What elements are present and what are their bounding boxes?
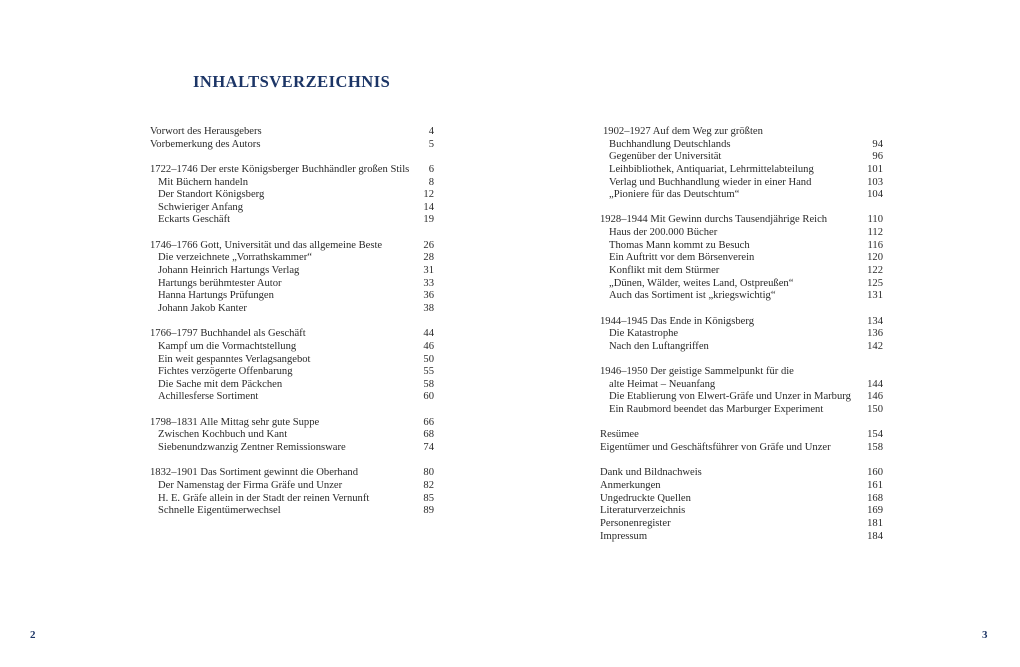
toc-subentry [150, 177, 434, 190]
toc-entry-title: Ein weit gespanntes Verlagsangebot [158, 353, 311, 365]
toc-entry-title: 1928–1944 Mit Gewinn durchs Tausendjährige Reich [600, 214, 828, 226]
toc-entry [150, 240, 434, 253]
toc-entry-title: „Dünen, Wälder, weites Land, Ostpreußen“ [609, 277, 794, 289]
toc-entry-title: Eigentümer und Geschäftsführer von Gräfe und Unzer [600, 442, 831, 454]
toc-entry-page: 46 [423, 340, 434, 352]
toc-entry-title: Ein Raubmord beendet das Marburger Experiment [609, 404, 824, 416]
toc-entry-page: 19 [423, 214, 434, 226]
toc-entry-page: 55 [423, 366, 434, 378]
toc-entry-title: 1746–1766 Gott, Universität und das allgemeine Beste [150, 239, 383, 251]
toc-entry-page: 94 [872, 138, 883, 150]
toc-entry-title: Leihbibliothek, Antiquariat, Lehrmittelabteilung [609, 163, 814, 175]
toc-entry-title: Zwischen Kochbuch und Kant [158, 429, 288, 441]
toc-entry-title: „Pioniere für das Deutschtum“ [609, 189, 740, 201]
toc-entry [150, 467, 434, 480]
toc-entry-page: 110 [867, 214, 883, 226]
toc-subentry [150, 442, 434, 455]
toc-entry-page: 184 [867, 530, 883, 542]
toc-subentry [150, 379, 434, 392]
toc-entry-title: Dank und Bildnachweis [600, 467, 702, 479]
toc-entry-page: 66 [423, 416, 434, 428]
toc-entry-title: Schnelle Eigentümerwechsel [158, 505, 281, 517]
toc-entry-page: 131 [867, 290, 883, 302]
toc-entry-page: 26 [423, 239, 434, 251]
toc-entry-title: alte Heimat – Neuanfang [609, 378, 716, 390]
toc-entry-title: Kampf um die Vormachtstellung [158, 340, 297, 352]
toc-entry-title: Die Sache mit dem Päckchen [158, 378, 283, 390]
toc-entry-page: 44 [423, 328, 434, 340]
toc-entry [150, 328, 434, 341]
toc-entry-page: 89 [423, 505, 434, 517]
toc-entry-title: Der Namenstag der Firma Gräfe und Unzer [158, 479, 343, 491]
toc-entry [600, 126, 883, 139]
toc-entry [600, 316, 883, 329]
toc-entry-page: 58 [423, 378, 434, 390]
toc-entry-title: Konflikt mit dem Stürmer [609, 265, 720, 277]
toc-entry [150, 164, 434, 177]
toc-entry-page: 125 [867, 277, 883, 289]
toc-subentry [150, 366, 434, 379]
toc-subentry [150, 265, 434, 278]
toc-entry-page: 150 [867, 404, 883, 416]
toc-subentry [600, 240, 883, 253]
toc-entry-title: Personenregister [600, 517, 671, 529]
toc-entry [150, 126, 434, 139]
toc-entry-title: Nach den Luftangriffen [609, 340, 709, 352]
toc-entry-page: 112 [867, 227, 883, 239]
toc-entry-title: 1722–1746 Der erste Königsberger Buchhändler großen Stils [150, 163, 410, 175]
toc-entry-page: 33 [423, 277, 434, 289]
toc-entry-title: Hanna Hartungs Prüfungen [158, 290, 274, 302]
toc-entry-page: 85 [423, 492, 434, 504]
toc-entry-page: 31 [423, 265, 434, 277]
toc-entry-title: Eckarts Geschäft [158, 214, 231, 226]
toc-entry-page: 169 [867, 505, 883, 517]
page-number-left: 2 [30, 629, 36, 641]
toc-subentry [600, 164, 883, 177]
toc-subentry [600, 189, 883, 202]
toc-subentry [600, 177, 883, 190]
toc-right-column [600, 126, 883, 543]
toc-left-column [150, 126, 434, 518]
toc-entry-page: 4 [428, 126, 434, 137]
toc-entry-title: Literaturverzeichnis [600, 505, 686, 517]
toc-entry-title: Haus der 200.000 Bücher [609, 227, 718, 239]
toc-entry-title: Achillesferse Sortiment [158, 391, 259, 403]
toc-entry-page: 134 [867, 315, 883, 327]
toc-entry-title: Vorbemerkung des Autors [150, 138, 261, 150]
toc-entry-page: 104 [867, 189, 883, 201]
toc-entry-page: 12 [423, 189, 434, 201]
toc-entry-title: Johann Jakob Kanter [158, 302, 247, 314]
toc-subentry [600, 341, 883, 354]
toc-subentry [150, 341, 434, 354]
toc-entry-title: Verlag und Buchhandlung wieder in einer Hand [609, 176, 812, 188]
toc-entry-title: Gegenüber der Universität [609, 151, 722, 163]
toc-subentry [600, 151, 883, 164]
toc-subentry [600, 328, 883, 341]
toc-subentry [600, 391, 883, 404]
toc-entry-page: 161 [867, 479, 883, 491]
toc-entry [600, 214, 883, 227]
toc-entry-page: 36 [423, 290, 434, 302]
toc-subentry [150, 505, 434, 518]
toc-entry-title: Auch das Sortiment ist „kriegswichtig“ [609, 290, 776, 302]
toc-entry-page: 8 [428, 176, 434, 188]
toc-subentry [150, 189, 434, 202]
toc-subentry [150, 391, 434, 404]
toc-entry [600, 505, 883, 518]
toc-entry [150, 139, 434, 152]
toc-entry-page: 6 [428, 163, 434, 175]
toc-entry [600, 442, 883, 455]
toc-entry-title: 1946–1950 Der geistige Sammelpunkt für die [600, 366, 794, 378]
toc-entry-title: 1944–1945 Das Ende in Königsberg [600, 315, 754, 327]
page-number-right: 3 [982, 629, 988, 641]
toc-entry-page: 14 [423, 201, 434, 213]
toc-subentry [600, 290, 883, 303]
toc-entry-page: 28 [423, 252, 434, 264]
toc-subentry [150, 303, 434, 316]
toc-entry-title: H. E. Gräfe allein in der Stadt der reinen Vernunft [158, 492, 370, 504]
toc-subentry [150, 493, 434, 506]
toc-entry-title: Mit Büchern handeln [158, 176, 249, 188]
toc-subentry [150, 202, 434, 215]
toc-entry-page: 50 [423, 353, 434, 365]
toc-entry-page: 136 [867, 328, 883, 340]
toc-entry-page: 80 [423, 467, 434, 479]
toc-entry-page: 122 [867, 265, 883, 277]
toc-entry-page: 158 [867, 442, 883, 454]
toc-entry-title: Thomas Mann kommt zu Besuch [609, 239, 750, 251]
toc-subentry [150, 290, 434, 303]
toc-subentry [150, 252, 434, 265]
toc-entry [600, 493, 883, 506]
toc-entry-title: Hartungs berühmtester Autor [158, 277, 282, 289]
toc-entry-page: 116 [867, 239, 883, 251]
toc-entry [600, 366, 883, 379]
toc-entry [600, 467, 883, 480]
toc-entry [150, 417, 434, 430]
toc-entry-page: 168 [867, 492, 883, 504]
toc-subentry [150, 480, 434, 493]
toc-entry-title: Ungedruckte Quellen [600, 492, 691, 504]
toc-entry-page: 5 [428, 138, 434, 150]
toc-entry-title: Die Etablierung von Elwert-Gräfe und Unzer in Marburg [609, 391, 851, 403]
toc-subentry [600, 379, 883, 392]
toc-subentry [600, 252, 883, 265]
toc-entry-title: Johann Heinrich Hartungs Verlag [158, 265, 300, 277]
toc-subentry [600, 227, 883, 240]
toc-entry-title: Die verzeichnete „Vorrathskammer“ [158, 252, 312, 264]
toc-entry-page: 74 [423, 442, 434, 454]
toc-entry [600, 518, 883, 531]
toc-entry-title: 1832–1901 Das Sortiment gewinnt die Oberhand [150, 467, 359, 479]
toc-entry-title: Vorwort des Herausgebers [150, 126, 262, 137]
toc-subentry [150, 278, 434, 291]
toc-entry-title: Impressum [600, 530, 648, 542]
toc-entry-title: Siebenundzwanzig Zentner Remissionsware [158, 442, 346, 454]
toc-entry-page: 103 [867, 176, 883, 188]
toc-entry-title: Der Standort Königsberg [158, 189, 265, 201]
toc-entry-title: Die Katastrophe [609, 328, 679, 340]
toc-entry-title: 1766–1797 Buchhandel als Geschäft [150, 328, 306, 340]
toc-entry [600, 531, 883, 544]
toc-entry-page: 82 [423, 479, 434, 491]
toc-entry-page: 101 [867, 163, 883, 175]
toc-entry-page: 96 [872, 151, 883, 163]
toc-subentry [600, 139, 883, 152]
toc-entry-title: Buchhandlung Deutschlands [609, 138, 731, 150]
toc-entry-page: 144 [867, 378, 883, 390]
toc-entry [600, 480, 883, 493]
toc-entry-title: Resümee [600, 429, 639, 441]
toc-entry-page: 146 [867, 391, 883, 403]
toc-subentry [600, 404, 883, 417]
toc-entry-page: 38 [423, 302, 434, 314]
toc-entry [600, 429, 883, 442]
toc-entry-title: Ein Auftritt vor dem Börsenverein [609, 252, 755, 264]
toc-subentry [150, 354, 434, 367]
toc-entry-page: 160 [867, 467, 883, 479]
toc-entry-page: 60 [423, 391, 434, 403]
toc-entry-page: 154 [867, 429, 883, 441]
toc-entry-title: Schwieriger Anfang [158, 201, 244, 213]
toc-entry-title: Anmerkungen [600, 479, 661, 491]
toc-entry-page: 142 [867, 340, 883, 352]
toc-entry-page: 120 [867, 252, 883, 264]
page-title: INHALTSVERZEICHNIS [193, 72, 391, 91]
toc-entry-title: 1798–1831 Alle Mittag sehr gute Suppe [150, 416, 320, 428]
toc-entry-title: 1902–1927 Auf dem Weg zur größten [603, 126, 763, 137]
toc-subentry [600, 278, 883, 291]
toc-subentry [150, 429, 434, 442]
toc-subentry [150, 214, 434, 227]
toc-entry-page: 181 [867, 517, 883, 529]
toc-subentry [600, 265, 883, 278]
toc-entry-page: 68 [423, 429, 434, 441]
toc-entry-title: Fichtes verzögerte Offenbarung [158, 366, 293, 378]
